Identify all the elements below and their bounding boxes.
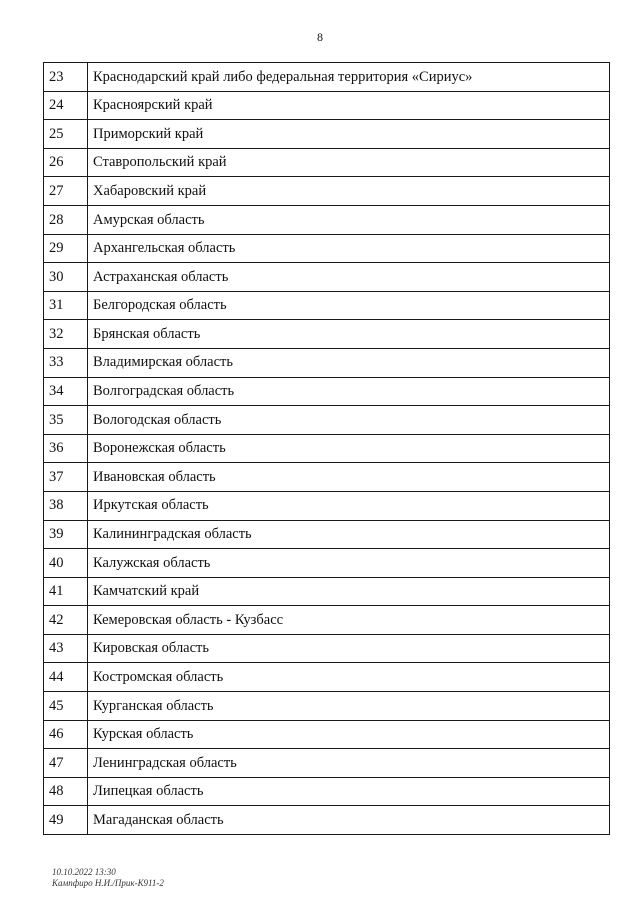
row-number-cell: 28	[44, 205, 88, 234]
page-number: 8	[317, 30, 323, 44]
region-name-cell: Калужская область	[88, 549, 610, 578]
region-name-cell: Курганская область	[88, 692, 610, 721]
footer-date: 10.10.2022 13:30	[52, 867, 116, 877]
table-row	[44, 577, 610, 606]
region-name-cell: Камчатский край	[88, 577, 610, 606]
region-name-cell: Ставропольский край	[88, 148, 610, 177]
table-row	[44, 148, 610, 177]
row-number-cell: 42	[44, 606, 88, 635]
table-row	[44, 91, 610, 120]
region-name-cell: Иркутская область	[88, 491, 610, 520]
table-row	[44, 663, 610, 692]
region-name-cell: Архангельская область	[88, 234, 610, 263]
table-row	[44, 434, 610, 463]
table-row	[44, 463, 610, 492]
table-row	[44, 63, 610, 92]
region-name-cell: Волгоградская область	[88, 377, 610, 406]
row-number-cell: 25	[44, 120, 88, 149]
table-row	[44, 263, 610, 292]
table-row	[44, 692, 610, 721]
table-row	[44, 291, 610, 320]
region-name-cell: Амурская область	[88, 205, 610, 234]
table-row	[44, 377, 610, 406]
table-row	[44, 720, 610, 749]
regions-table	[43, 62, 610, 835]
row-number-cell: 32	[44, 320, 88, 349]
table-row	[44, 320, 610, 349]
region-name-cell: Липецкая область	[88, 777, 610, 806]
table-row	[44, 406, 610, 435]
table-row	[44, 205, 610, 234]
table-row	[44, 606, 610, 635]
region-name-cell: Ивановская область	[88, 463, 610, 492]
row-number-cell: 29	[44, 234, 88, 263]
regions-table-body	[44, 63, 610, 835]
region-name-cell: Воронежская область	[88, 434, 610, 463]
table-row	[44, 348, 610, 377]
footer-file-path: Кампфиро Н.И./Прик-К911-2	[52, 878, 164, 888]
row-number-cell: 48	[44, 777, 88, 806]
region-name-cell: Кемеровская область - Кузбасс	[88, 606, 610, 635]
region-name-cell: Краснодарский край либо федеральная территория «Сириус»	[88, 63, 610, 92]
row-number-cell: 41	[44, 577, 88, 606]
table-row	[44, 749, 610, 778]
region-name-cell: Магаданская область	[88, 806, 610, 835]
row-number-cell: 34	[44, 377, 88, 406]
table-row	[44, 491, 610, 520]
row-number-cell: 46	[44, 720, 88, 749]
table-row	[44, 120, 610, 149]
table-row	[44, 177, 610, 206]
row-number-cell: 45	[44, 692, 88, 721]
region-name-cell: Белгородская область	[88, 291, 610, 320]
row-number-cell: 30	[44, 263, 88, 292]
region-name-cell: Приморский край	[88, 120, 610, 149]
table-row	[44, 549, 610, 578]
region-name-cell: Хабаровский край	[88, 177, 610, 206]
row-number-cell: 33	[44, 348, 88, 377]
row-number-cell: 24	[44, 91, 88, 120]
row-number-cell: 27	[44, 177, 88, 206]
region-name-cell: Вологодская область	[88, 406, 610, 435]
region-name-cell: Кировская область	[88, 634, 610, 663]
row-number-cell: 35	[44, 406, 88, 435]
row-number-cell: 40	[44, 549, 88, 578]
row-number-cell: 49	[44, 806, 88, 835]
document-footer	[52, 867, 164, 889]
row-number-cell: 37	[44, 463, 88, 492]
table-row	[44, 520, 610, 549]
table-row	[44, 806, 610, 835]
region-name-cell: Астраханская область	[88, 263, 610, 292]
table-row	[44, 634, 610, 663]
row-number-cell: 43	[44, 634, 88, 663]
row-number-cell: 31	[44, 291, 88, 320]
region-name-cell: Владимирская область	[88, 348, 610, 377]
region-name-cell: Калининградская область	[88, 520, 610, 549]
region-name-cell: Брянская область	[88, 320, 610, 349]
row-number-cell: 23	[44, 63, 88, 92]
row-number-cell: 36	[44, 434, 88, 463]
region-name-cell: Красноярский край	[88, 91, 610, 120]
row-number-cell: 47	[44, 749, 88, 778]
row-number-cell: 26	[44, 148, 88, 177]
row-number-cell: 38	[44, 491, 88, 520]
region-name-cell: Ленинградская область	[88, 749, 610, 778]
region-name-cell: Курская область	[88, 720, 610, 749]
row-number-cell: 39	[44, 520, 88, 549]
row-number-cell: 44	[44, 663, 88, 692]
table-row	[44, 777, 610, 806]
table-row	[44, 234, 610, 263]
region-name-cell: Костромская область	[88, 663, 610, 692]
